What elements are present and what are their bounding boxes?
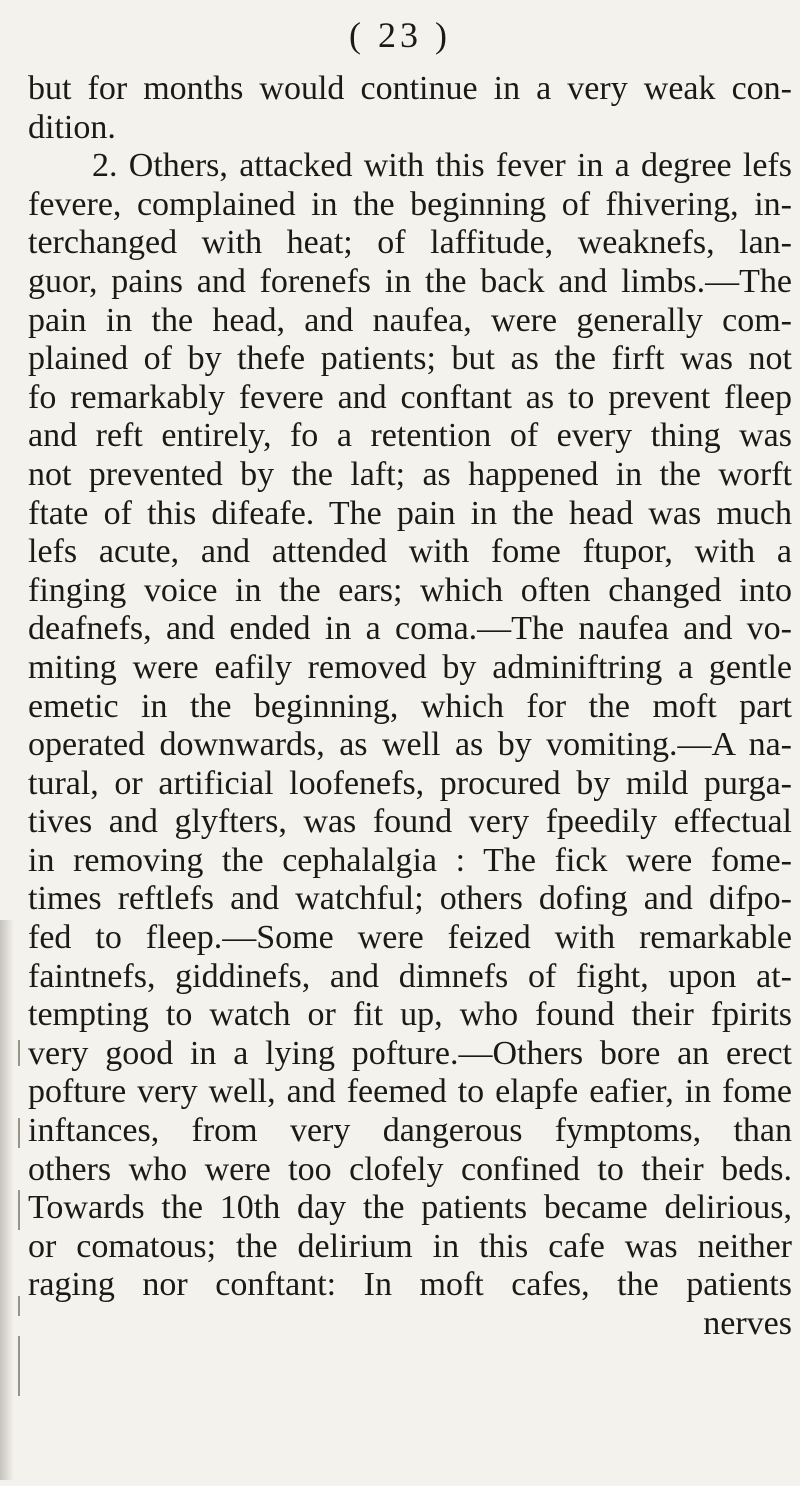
text-line: plained of by thefe patients; but as the firft was not: [28, 340, 792, 378]
text-line: in removing the cephalalgia : The fick were fome-: [28, 841, 792, 879]
text-line: tural, or artificial loofenefs, procured by mild purga-: [28, 764, 792, 802]
text-line: Towards the 10th day the patients became delirious,: [28, 1189, 792, 1227]
text-line: times reftlefs and watchful; others dofing and difpo-: [28, 880, 792, 918]
text-line: and reft entirely, fo a retention of every thing was: [28, 417, 792, 455]
binding-mark: [18, 1190, 20, 1230]
text-line: finging voice in the ears; which often changed into: [28, 571, 792, 609]
binding-mark: [18, 1336, 20, 1396]
text-line: operated downwards, as well as by vomiting.—A na-: [28, 726, 792, 764]
body-text: [28, 70, 792, 1344]
text-line: not prevented by the laft; as happened in the worft: [28, 455, 792, 493]
text-line: very good in a lying pofture.—Others bore an erect: [28, 1034, 792, 1072]
text-line: pofture very well, and feemed to elapfe eafier, in fome: [28, 1073, 792, 1111]
text-line: raging nor conftant: In moft cafes, the patients: [28, 1266, 792, 1304]
text-line: fo remarkably fevere and conftant as to prevent fleep: [28, 378, 792, 416]
text-line: but for months would continue in a very weak con-: [28, 70, 792, 107]
text-line: deafnefs, and ended in a coma.—The naufea and vo-: [28, 610, 792, 648]
text-line: others who were too clofely confined to their beds.: [28, 1150, 792, 1188]
text-line: fevere, complained in the beginning of fhivering, in-: [28, 185, 792, 223]
binding-mark: [18, 1118, 20, 1148]
text-line: or comatous; the delirium in this cafe was neither: [28, 1227, 792, 1265]
catchword: nerves: [703, 1305, 792, 1342]
binding-mark: [18, 1040, 20, 1066]
text-line: terchanged with heat; of laffitude, weaknefs, lan-: [28, 224, 792, 262]
text-line: emetic in the beginning, which for the moft part: [28, 687, 792, 725]
text-line: pain in the head, and naufea, were generally com-: [28, 301, 792, 339]
text-line: dition.: [28, 108, 116, 146]
text-line: fed to fleep.—Some were feized with remarkable: [28, 919, 792, 957]
page-number: ( 23 ): [349, 15, 451, 55]
binding-mark: [18, 1296, 20, 1316]
text-line: guor, pains and forenefs in the back and limbs.—The: [28, 262, 792, 300]
text-line: faintnefs, giddinefs, and dimnefs of fight, upon at-: [28, 957, 792, 995]
text-line: 2. Others, attacked with this fever in a degree lefs: [92, 147, 792, 185]
text-line: ftate of this difeafe. The pain in the head was much: [28, 494, 792, 532]
text-line: tempting to watch or fit up, who found their fpirits: [28, 996, 792, 1034]
text-line: miting were eafily removed by adminiftring a gentle: [28, 648, 792, 686]
text-line: tives and glyfters, was found very fpeedily effectual: [28, 803, 792, 841]
text-line: inftances, from very dangerous fymptoms, than: [28, 1112, 792, 1150]
text-line: lefs acute, and attended with fome ftupor, with a: [28, 533, 792, 571]
binding-shadow: [0, 920, 14, 1480]
